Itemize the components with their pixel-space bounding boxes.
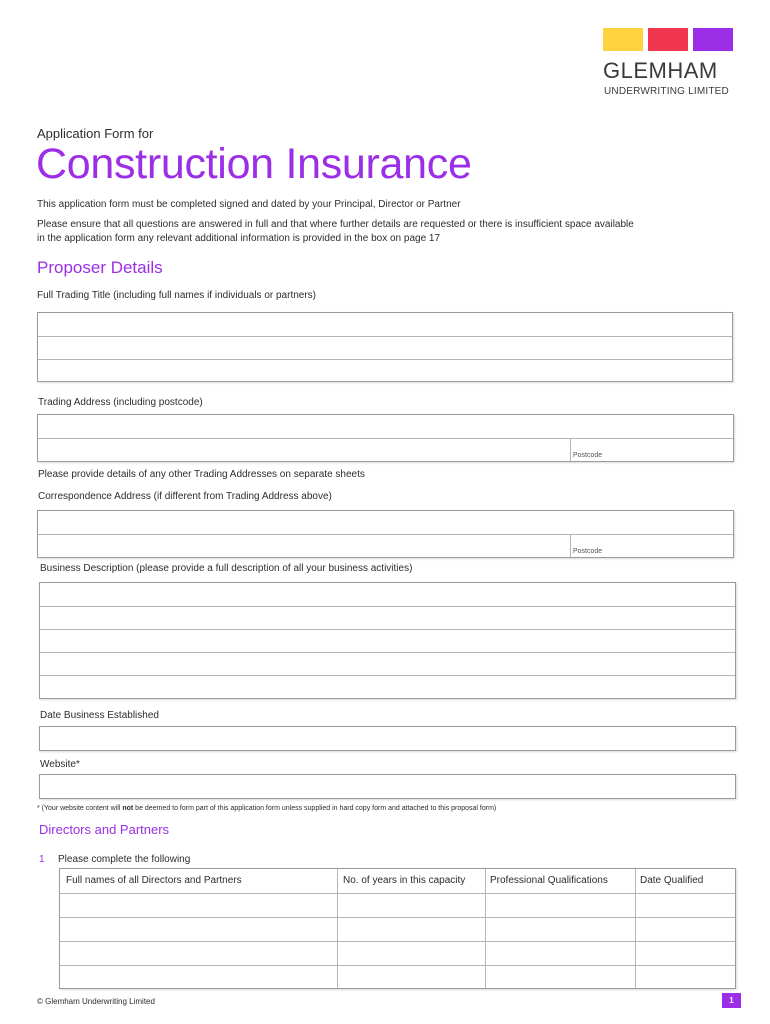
field-line: [38, 438, 733, 439]
correspondence-address-label: Correspondence Address (if different from Trading Address above): [38, 491, 332, 502]
other-addresses-note: Please provide details of any other Trading Addresses on separate sheets: [38, 469, 365, 480]
business-description-label: Business Description (please provide a full description of all your business activities): [40, 563, 413, 574]
brand-name: GLEMHAM: [603, 58, 718, 83]
logo-square-yellow: [603, 28, 643, 51]
trading-address-field[interactable]: [37, 414, 734, 462]
trading-title-label: Full Trading Title (including full names if individuals or partners): [37, 290, 317, 301]
intro-text-3: in the application form any relevant additional information is provided in the box on page 17: [37, 233, 441, 244]
copyright-text: © Glemham Underwriting Limited: [37, 997, 155, 1006]
logo-square-purple: [693, 28, 733, 51]
trading-address-label: Trading Address (including postcode): [38, 397, 203, 408]
website-field[interactable]: [39, 774, 736, 799]
field-line: [40, 629, 735, 630]
form-kicker: Application Form for: [37, 126, 154, 141]
table-row: [60, 917, 735, 918]
trading-postcode-label: Postcode: [573, 452, 603, 459]
postcode-divider: [570, 534, 571, 557]
field-line: [40, 675, 735, 676]
table-row: [60, 941, 735, 942]
field-line: [40, 652, 735, 653]
table-row: [60, 893, 735, 894]
date-established-label: Date Business Established: [40, 710, 159, 721]
trading-title-field[interactable]: [37, 312, 733, 382]
intro-text-1: This application form must be completed signed and dated by your Principal, Director or Partner: [37, 199, 461, 210]
brand-subtitle: UNDERWRITING LIMITED: [604, 86, 729, 97]
date-established-field[interactable]: [39, 726, 736, 751]
proposer-details-heading: Proposer Details: [37, 258, 163, 277]
logo-square-red: [648, 28, 688, 51]
column-divider: [337, 869, 338, 988]
table-row: [60, 965, 735, 966]
business-description-field[interactable]: [39, 582, 736, 699]
field-line: [38, 359, 732, 360]
field-line: [40, 606, 735, 607]
website-label: Website*: [40, 759, 80, 770]
column-header-full-names: Full names of all Directors and Partners: [66, 875, 242, 886]
directors-partners-heading: Directors and Partners: [39, 822, 170, 837]
column-divider: [635, 869, 636, 988]
correspondence-postcode-label: Postcode: [573, 548, 603, 555]
intro-text-2: Please ensure that all questions are answered in full and that where further details are requested or there is insufficient space available: [37, 219, 634, 230]
correspondence-address-field[interactable]: [37, 510, 734, 558]
column-header-years: No. of years in this capacity: [343, 875, 466, 886]
page-title: Construction Insurance: [36, 140, 472, 188]
question-number: 1: [39, 854, 45, 865]
postcode-divider: [570, 438, 571, 461]
page-number: 1: [722, 993, 741, 1008]
column-header-qualifications: Professional Qualifications: [490, 875, 608, 886]
question-text: Please complete the following: [58, 854, 191, 865]
directors-table: [59, 868, 736, 989]
field-line: [38, 534, 733, 535]
field-line: [38, 336, 732, 337]
website-note: * (Your website content will not be deemed to form part of this application form unless supplied in hard copy form and attached to this proposal form): [37, 805, 497, 812]
column-divider: [485, 869, 486, 988]
column-header-date-qualified: Date Qualified: [640, 875, 704, 886]
